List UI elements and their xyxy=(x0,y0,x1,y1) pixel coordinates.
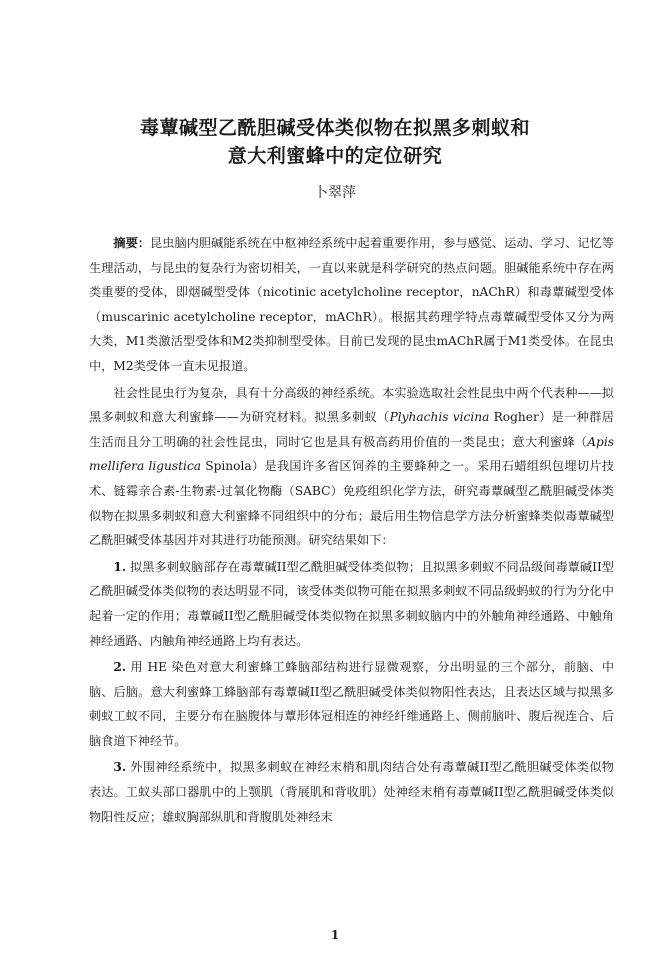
result-text-2: 用 HE 染色对意大利蜜蜂工蜂脑部结构进行显微观察，分出明显的三个部分，前脑、中脑、后脑。意大利蜜蜂工蜂脑部有毒蕈碱II型乙酰胆碱受体类似物阳性表达，且表达区域与拟黑多刺蚁工蚁不同，主要分布在脑腹体与蕈形体冠相连的神经纤维通路上、侧前脑叶、腹后视连合、后脑食道下神经节。 xyxy=(89,660,615,748)
paper-title xyxy=(60,114,610,170)
p2-text-a: 社会性昆虫行为复杂，具有十分高级的神经系统。本实验选取社会性昆虫中两个代表种——拟黑多刺蚁和意大利蜜蜂——为研究材料。拟黑多刺蚁（ xyxy=(89,385,614,425)
author-name: 卜翠萍 xyxy=(314,185,356,201)
species-name-bee: Apis mellifera ligustica xyxy=(89,434,614,474)
species-name-ant: Plyhachis vicina xyxy=(389,410,490,425)
result-text-1: 拟黑多刺蚁脑部存在毒蕈碱II型乙酰胆碱受体类似物；且拟黑多刺蚁不同品级间毒蕈碱II型乙酰胆碱受体类似物的表达明显不同，该受体类似物可能在拟黑多刺蚁不同品级蚂蚁的行为分化中起着一定的作用；毒蕈碱II型乙酰胆碱受体类似物在拟黑多刺蚁脑内中的外触角神经通路、中触角神经通路、内触角神经通路上均有表达。 xyxy=(89,559,614,648)
abstract-paragraph-2 xyxy=(89,381,614,553)
result-item-3 xyxy=(89,755,614,829)
abstract-text-1: 昆虫脑内胆碱能系统在中枢神经系统中起着重要作用，参与感觉、运动、学习、记忆等生理活动，与昆虫的复杂行为密切相关，一直以来就是科学研究的热点问题。胆碱能系统中存在两类重要的受体，即烟碱型受体（nicotinic acetylcholine receptor，nAChR）和毒蕈碱型受体（muscarinic acetylcholine receptor，mAChR）。根据其药理学特点毒蕈碱型受体又分为两大类，M1类激活型受体和M2类抑制型受体。目前已发现的昆虫mAChR属于M1类受体。在昆虫中，M2类受体一直未见报道。 xyxy=(89,236,615,373)
p2-text-c: Spinola）是我国许多省区饲养的主要蜂种之一。采用石蜡组织包埋切片技术、链霉亲合素-生物素-过氧化物酶（SABC）免疫组织化学方法，研究毒蕈碱型乙酰胆碱受体类似物在拟黑多刺蚁和意大利蜜蜂不同组织中的分布；最后用生物信息学方法分析蜜蜂类似毒蕈碱型乙酰胆碱受体基因并对其进行功能预测。研究结果如下： xyxy=(89,459,614,548)
result-item-1 xyxy=(89,555,614,653)
abstract-label: 摘要： xyxy=(113,236,151,250)
title-line-2: 意大利蜜蜂中的定位研究 xyxy=(227,145,443,167)
result-number-2: 2. xyxy=(113,660,127,675)
abstract-body xyxy=(89,231,614,831)
result-number-3: 3. xyxy=(113,760,127,775)
p2-text-b: Rogher）是一种群居生活而且分工明确的社会性昆虫，同时它也是具有极高药用价值的一类昆虫；意大利蜜蜂（ xyxy=(89,410,614,449)
title-line-1: 毒蕈碱型乙酰胆碱受体类似物在拟黑多刺蚁和 xyxy=(139,117,530,139)
page-number: 1 xyxy=(330,928,340,942)
result-item-2 xyxy=(89,655,614,753)
result-number-1: 1. xyxy=(113,559,127,574)
result-text-3: 外围神经系统中，拟黑多刺蚁在神经末梢和肌肉结合处有毒蕈碱II型乙酰胆碱受体类似物表达。工蚁头部口器肌中的上颚肌（背展肌和背收肌）处神经末梢有毒蕈碱II型乙酰胆碱受体类似物阳性反应；雄蚁胸部纵肌和背腹肌处神经末 xyxy=(89,760,614,824)
abstract-paragraph-1 xyxy=(89,231,614,379)
